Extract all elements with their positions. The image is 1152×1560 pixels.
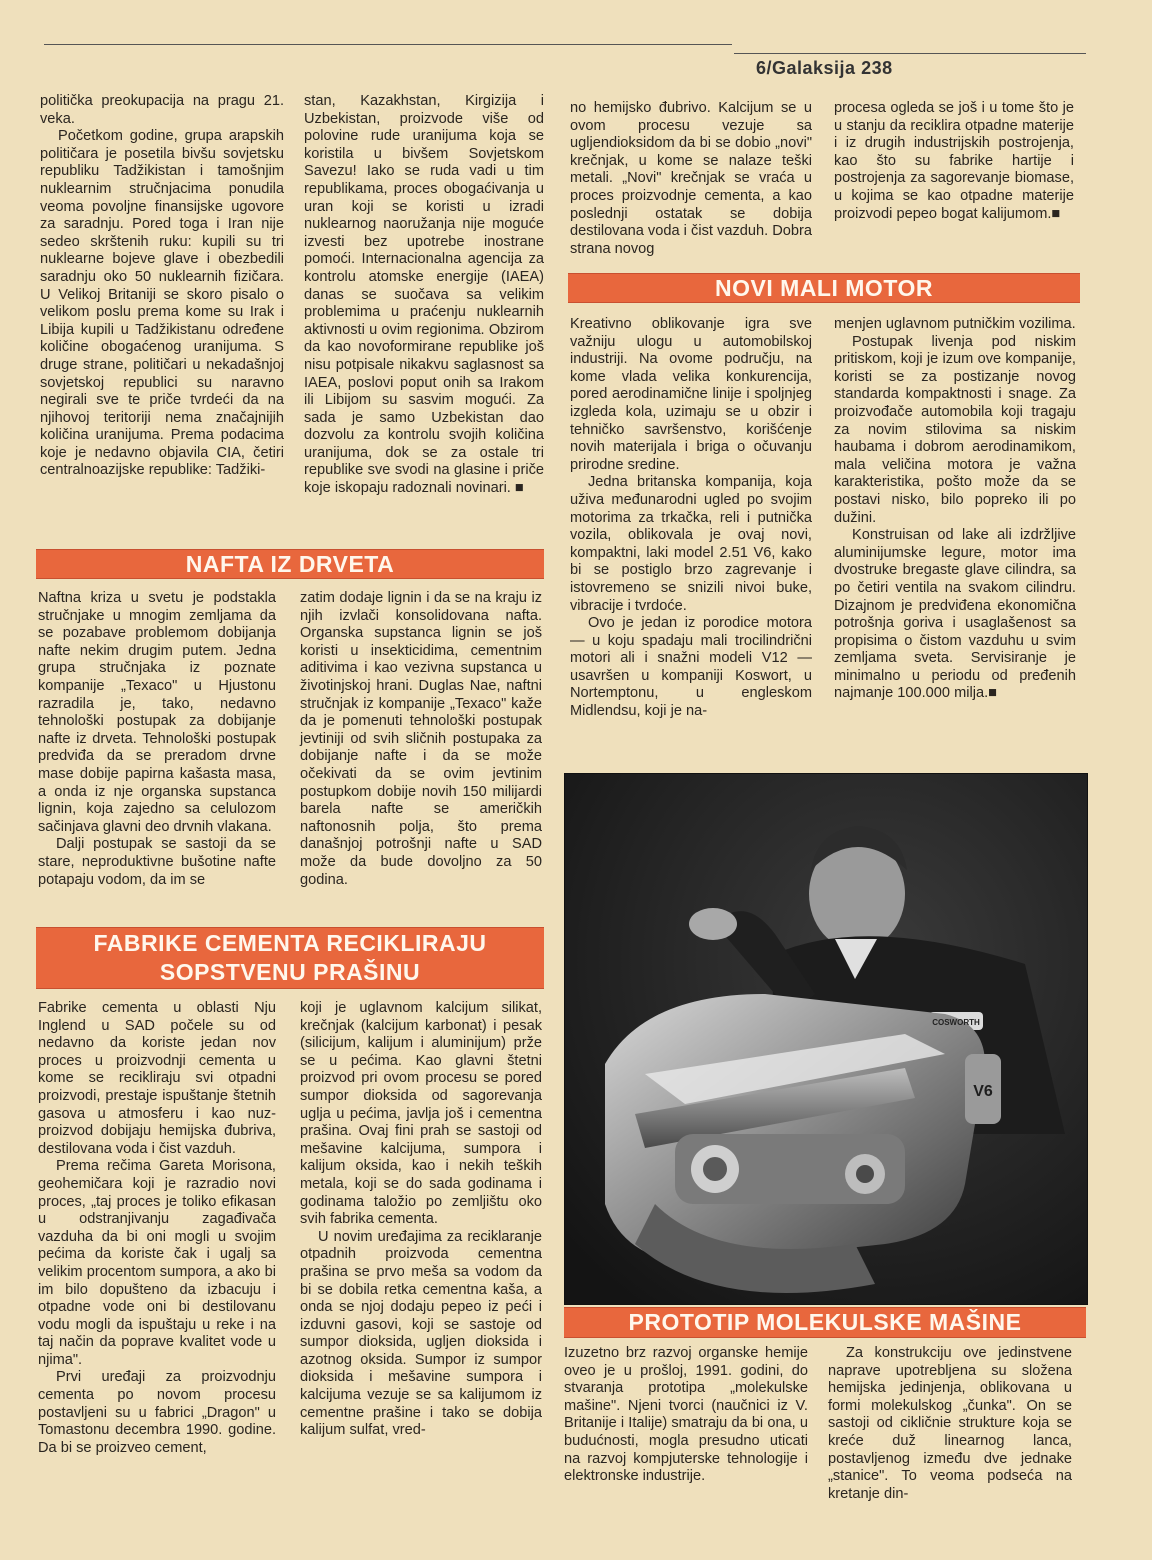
paragraph: Naftna kriza u svetu je podstakla stručnjake u mnogim zemljama da se pozabave problemom dobijanja nafte nekim drugim putem. Jedna grupa stručnjaka iz poznate kompanije „Texaco" u Hjustonu razradila je, tako, nedavno tehnološki postupak za dobijanje nafte iz drveta. Tehnološki postupak predviđa da se preradom drvne mase dobije papirna kašasta masa, a onda iz nje organska supstanca lignin, koja zajedno sa celulozom sačinjava glavni deo drvnih vlakana. xyxy=(38,590,276,835)
engine-photo xyxy=(564,773,1088,1305)
cement-col-1 xyxy=(38,1000,276,1457)
paragraph: Postupak livenja pod niskim pritiskom, koji je izum ove kompanije, koristi se za postizanje novog standarda kompaktnosti i snage. Za proizvođače automobila koji tragaju za novim stilovima sa niskim haubama i dobrom aerodinamikom, mala veličina motora je važna karakteristika, pošto može da se postavi nisko, bilo popreko ili po dužini. xyxy=(834,333,1076,526)
oil-headline: NAFTA IZ DRVETA xyxy=(36,549,544,579)
motor-col-2 xyxy=(834,316,1076,703)
paragraph: Konstruisan od lake ali izdržljive aluminijumske legure, motor ima dvostruke bregaste glave cilindra, sa po četiri ventila na svakom cilindru. Dizajnom je predviđena ekonomična potrošnja goriva i usaglašenost sa propisima o čistom vazduhu u svim zemljama sveta. Servisiranje je minimalno u periodu od pređenih najmanje 100.000 milja.■ xyxy=(834,527,1076,702)
nuclear-col-2 xyxy=(304,93,544,498)
cement-cont-col-4 xyxy=(834,100,1074,223)
paragraph: Prvi uređaji za proizvodnju cementa po novom procesu postavljeni su u fabrici „Dragon" u Tomastonu decembra 1990. godine. Da bi se proizveo cement, xyxy=(38,1369,276,1456)
page-number: 6/Galaksija 238 xyxy=(756,58,893,78)
paragraph: no hemijsko đubrivo. Kalcijum se u ovom procesu vezuje sa ugljendioksidom da bi se dobio „novi" krečnjak, u kome se nalaze teški metali. „Novi" krečnjak se vraća u proces proizvodnje cementa, a kao poslednji ostatak se dobija destilovana voda i čist vazduh. Dobra strana novog xyxy=(570,100,812,257)
paragraph: Dalji postupak se sastoji da se stare, neproduktivne bušotine nafte potapaju vodom, da im se xyxy=(38,836,276,888)
molecular-col-2 xyxy=(828,1345,1072,1503)
engine-mark-text: V6 xyxy=(973,1083,993,1100)
paragraph: Ovo je jedan iz porodice motora — u koju spadaju mali trocilindrični motori ali i snažni modeli V12 — usavršen u kompaniji Koswort, u Nortemptonu, u engleskom Midlendsu, koji je na- xyxy=(570,615,812,720)
molecular-headline: PROTOTIP MOLEKULSKE MAŠINE xyxy=(564,1307,1086,1338)
paragraph: Početkom godine, grupa arapskih političara je posetila bivšu sovjetsku republiku Tadžikistan i tamošnjim nuklearnim stručnjacima ponudila veoma povoljne finansijske ugovore za saradnju. Pored toga i Iran nije sedeo skrštenih ruku: kupili su tri nuklearne bojeve glave i obezbedili saradnju oko 50 nuklearnih fizičara. U Velikoj Britaniji se skoro pisalo o velikom poslu prema kome su Irak i Libija kupili u Tadžikistanu određene količine obogaćenog uranijuma. S druge strane, političari u nekadašnjoj sovjetskoj republici su naravno negirali sve te priče tvrdeći da na njihovoj teritoriji nema značajnijih količina uranijuma. Prema podacima koje je nedavno objavila CIA, četiri centralnoazijske republike: Tadžiki- xyxy=(40,128,284,479)
paragraph: Fabrike cementa u oblasti Nju Inglend u SAD počele su od nedavno da koriste jedan nov proces u proizvodnji cementa u kome se recikliraju svi otpadni proizvodi, prestaje ispuštanje štetnih gasova u atmosferu i kao nuz-proizvod dobijaju hemijska đubriva, destilovana voda i čist vazduh. xyxy=(38,1000,276,1157)
header-rule-left xyxy=(44,44,732,45)
paragraph: U novim uređajima za reciklaranje otpadnih proizvoda cementna prašina se prvo meša sa vodom da bi se dobila retka cementna kaša, a onda se njoj dodaju pepeo iz peći i izduvni gasovi, koji se sastoje od sumpor dioksida, ugljen dioksida i azotnog oksida. Sumpor iz sumpor dioksida i mešavine sumpora i kalcijuma vezuje se sa kalijumom iz cementne prašine i tako se dobija kalijum sulfat, vred- xyxy=(300,1228,542,1439)
cement-cont-col-3 xyxy=(570,100,812,258)
paragraph: zatim dodaje lignin i da se na kraju iz njih izvlači konsolidovana nafta. Organska supstanca lignin se još koristi u insekticidima, cementnim aditivima i kao vezivna supstanca u životinjskoj hrani. Duglas Nae, naftni stručnjak iz kompanije „Texaco" kaže da je pomenuti tehnološki postupak jevtiniji od svih sličnih postupaka za dobijanje nafte i da se može očekivati da se ovim jevtinim postupkom dobije novih 150 milijardi barela nafte se američkih naftonosnih polja, što prema današnjoj potrošnji nafte u SAD može da bude dovoljno za 50 godina. xyxy=(300,590,542,888)
paragraph: menjen uglavnom putničkim vozilima. xyxy=(834,316,1076,332)
cement-headline-line1: FABRIKE CEMENTA RECIKLIRAJU xyxy=(93,930,487,956)
paragraph: Jedna britanska kompanija, koja uživa međunarodni ugled po svojim motorima za trkačka, reli i putnička vozila, oblikovala je ovaj novi, kompaktni, laki model 2.51 V6, kako bi se postiglo brzo zagrevanje i istovremeno se snizili nivoi buke, vibracije i tvrdoće. xyxy=(570,474,812,614)
paragraph: procesa ogleda se još i u tome što je u stanju da reciklira otpadne materije i iz drugih industrijskih postrojenja, kao što su fabrike hartije i postrojenja za sagorevanje biomase, u kojima se kao otpadne materije proizvodi pepeo bogat kalijumom.■ xyxy=(834,100,1074,222)
molecular-col-1 xyxy=(564,1345,808,1486)
paragraph: Za konstrukciju ove jedinstvene naprave upotrebljena su složena hemijska jedinjenja, oblikovana u formi molekulskog „čunka". On se sastoji od cikličnie strukture koja se kreće duž linearnog lanca, postavljenog između dve jednake „stanice". To veoma podseća na kretanje din- xyxy=(828,1345,1072,1502)
paragraph: stan, Kazakhstan, Kirgizija i Uzbekistan, proizvode više od polovine rude uranijuma koja se koristila u bivšem Sovjetskom Savezu! Iako se ruda vadi u tim republikama, proces obogaćivanja u uran koji se koristi u izradi nuklearnog naoružanja nije moguće izvesti bez upotrebe inostrane pomoći. Internacionalna agencija za kontrolu atomske energije (IAEA) danas se suočava sa velikim problemima u praćenju nuklearnih aktivnosti u ovim regionima. Obzirom da kao novoformirane republike još nisu potpisale nikakvu saglasnost sa IAEA, poslovi poput onih sa Irakom ili Libijom su sasvim mogući. Za sada je samo Uzbekistan dao dozvolu za kontrolu svojih količina uranijuma, dok se za ostale tri republike sve svodi na glasine i priče koje iskopaju radoznali novinari. ■ xyxy=(304,93,544,497)
paragraph: Izuzetno brz razvoj organske hemije oveo je u prošloj, 1991. godini, do stvaranja prototipa „molekulske mašine". Njeni tvorci (naučnici iz V. Britanije i Italije) smatraju da bi ona, u budućnosti, mogla presudno uticati na razvoj kompjuterske tehnologije i elektronske industrije. xyxy=(564,1345,808,1485)
oil-col-1 xyxy=(38,590,276,889)
cement-col-2 xyxy=(300,1000,542,1440)
motor-col-1 xyxy=(570,316,812,721)
cement-headline xyxy=(36,927,544,989)
nuclear-col-1 xyxy=(40,93,284,480)
paragraph: Prema rečima Gareta Morisona, geohemičara koji je razradio novi proces, „taj proces je toliko efikasan u odstranjivanju zagađivača vazduha da bi oni mogli u svojim pećima da koriste čak i ugalj sa velikim procentom sumpora, a ako bi im bilo dopušteno da izbacuju i otpadne vode oni bi destilovanu vodu mogli da ispuštaju u reke i na taj način da poprave kvalitet vode u njima". xyxy=(38,1158,276,1368)
shirt-badge-text: COSWORTH xyxy=(932,1018,980,1027)
motor-headline: NOVI MALI MOTOR xyxy=(568,273,1080,303)
paragraph: Kreativno oblikovanje igra sve važniju ulogu u automobilskoj industriji. Na ovome području, na kome vlada velika konkurencija, pored aerodinamične linije i spoljnjeg izgleda kola, uzimaju se u obzir i tehničko savršenstvo, korišćenje novih materijala i briga o očuvanju prirodne sredine. xyxy=(570,316,812,473)
oil-col-2 xyxy=(300,590,542,889)
paragraph: koji je uglavnom kalcijum silikat, krečnjak (kalcijum karbonat) i pesak (silicijum, kalijum i aluminijum) prže se u pećima. Kao glavni štetni proizvod pri ovom procesu se pored sumpor dioksida od sagorevanja uglja u pećima, javlja još i cementna prašina. Ovaj fini prah se sastoji od mešavine kalcijuma, sumpora i kalijum oksida, kao i nekih teških metala, koji se do sada godinama i godinama taložio po zemljištu oko svih fabrika cementa. xyxy=(300,1000,542,1228)
header-rule-right xyxy=(734,53,1086,54)
cement-headline-line2: SOPSTVENU PRAŠINU xyxy=(159,959,421,985)
paragraph: politička preokupacija na pragu 21. veka. xyxy=(40,93,284,127)
